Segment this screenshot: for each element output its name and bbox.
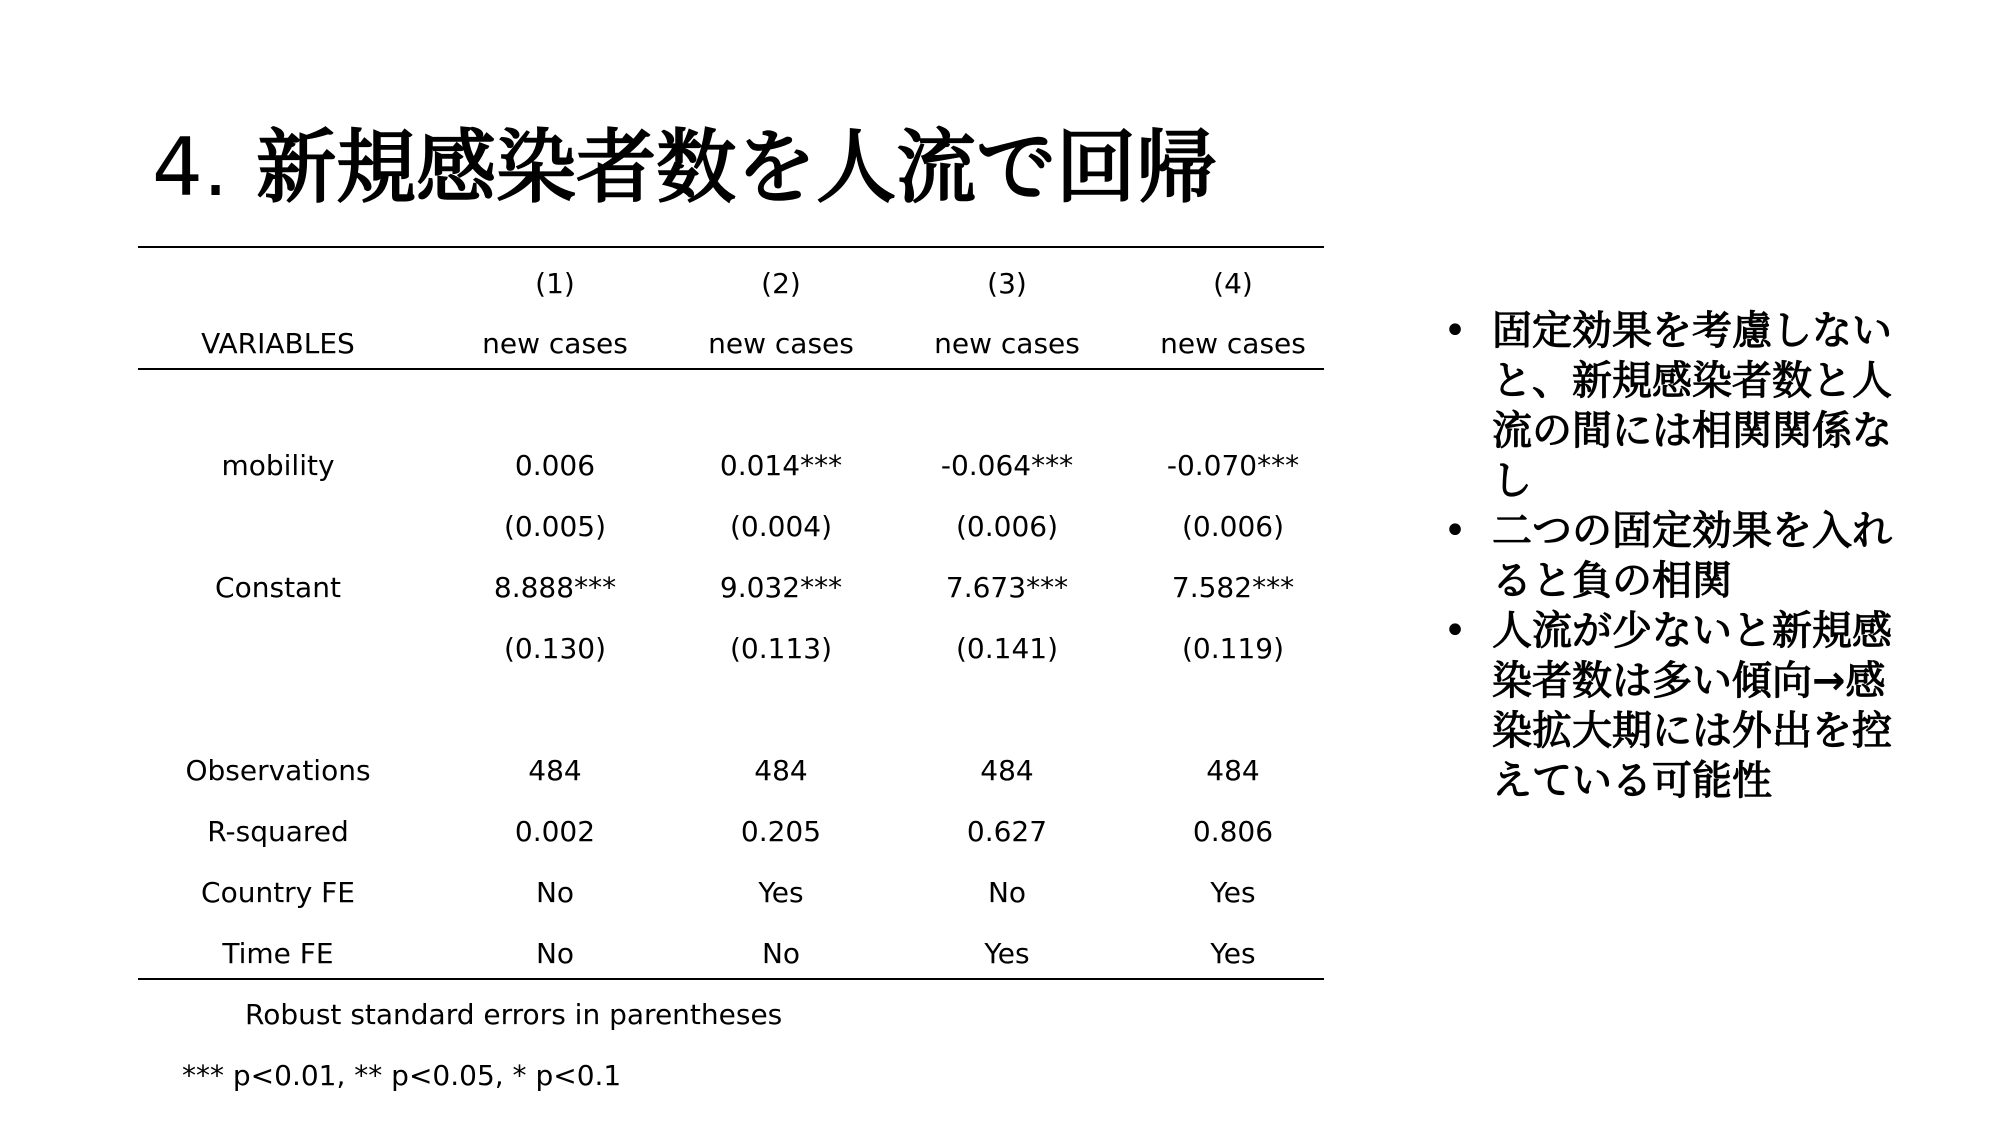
cell-constant-se-4: (0.119) bbox=[1181, 632, 1284, 665]
cell-constant-se-3: (0.141) bbox=[955, 632, 1058, 665]
dependent-variable-1: new cases bbox=[482, 327, 628, 360]
summary-bullet-text: 人流が少ないと新規感染者数は多い傾向→感染拡大期には外出を控えている可能性 bbox=[1492, 608, 1892, 804]
slide-title bbox=[152, 118, 1216, 218]
standard-errors-note: Robust standard errors in parentheses bbox=[245, 998, 783, 1031]
row-label-r-squared: R-squared bbox=[207, 815, 349, 848]
row-label-country-fe: Country FE bbox=[201, 876, 355, 909]
cell-country-fe-2: Yes bbox=[758, 876, 804, 909]
cell-mobility-se-1: (0.005) bbox=[503, 510, 606, 543]
cell-constant-1: 8.888*** bbox=[493, 571, 617, 604]
column-number-4: (4) bbox=[1213, 267, 1253, 300]
row-label-constant: Constant bbox=[215, 571, 341, 604]
cell-constant-se-1: (0.130) bbox=[503, 632, 606, 665]
cell-time-fe-4: Yes bbox=[1210, 937, 1256, 970]
cell-constant-4: 7.582*** bbox=[1171, 571, 1295, 604]
cell-observations-4: 484 bbox=[1206, 754, 1260, 787]
cell-r-squared-2: 0.205 bbox=[740, 815, 822, 848]
summary-bullet-item bbox=[1440, 606, 1900, 806]
cell-constant-se-2: (0.113) bbox=[729, 632, 832, 665]
bullet-dot-icon: • bbox=[1443, 608, 1467, 654]
variables-header: VARIABLES bbox=[201, 327, 355, 360]
cell-mobility-se-3: (0.006) bbox=[955, 510, 1058, 543]
cell-time-fe-3: Yes bbox=[984, 937, 1030, 970]
cell-mobility-se-2: (0.004) bbox=[729, 510, 832, 543]
cell-r-squared-1: 0.002 bbox=[514, 815, 596, 848]
cell-mobility-2: 0.014*** bbox=[719, 449, 843, 482]
column-number-2: (2) bbox=[761, 267, 801, 300]
table-header-rule bbox=[138, 368, 1324, 370]
cell-time-fe-2: No bbox=[761, 937, 801, 970]
cell-r-squared-4: 0.806 bbox=[1192, 815, 1274, 848]
significance-note: *** p<0.01, ** p<0.05, * p<0.1 bbox=[182, 1059, 622, 1092]
bullet-dot-icon: • bbox=[1443, 308, 1467, 354]
bullet-dot-icon: • bbox=[1443, 508, 1467, 554]
cell-observations-1: 484 bbox=[528, 754, 582, 787]
cell-mobility-3: -0.064*** bbox=[940, 449, 1074, 482]
summary-bullet-text: 二つの固定効果を入れると負の相関 bbox=[1492, 508, 1892, 604]
cell-observations-3: 484 bbox=[980, 754, 1034, 787]
summary-bullet-item bbox=[1440, 306, 1900, 506]
dependent-variable-4: new cases bbox=[1160, 327, 1306, 360]
slide-title-text: 新規感染者数を人流で回帰 bbox=[256, 121, 1217, 214]
cell-constant-3: 7.673*** bbox=[945, 571, 1069, 604]
column-number-1: (1) bbox=[535, 267, 575, 300]
cell-country-fe-1: No bbox=[535, 876, 575, 909]
cell-country-fe-4: Yes bbox=[1210, 876, 1256, 909]
summary-bullet-list bbox=[1440, 306, 1900, 806]
cell-observations-2: 484 bbox=[754, 754, 808, 787]
slide-title-number: 4. bbox=[152, 121, 229, 214]
table-top-rule bbox=[138, 246, 1324, 248]
dependent-variable-3: new cases bbox=[934, 327, 1080, 360]
row-label-time-fe: Time FE bbox=[222, 937, 334, 970]
row-label-observations: Observations bbox=[185, 754, 371, 787]
cell-constant-2: 9.032*** bbox=[719, 571, 843, 604]
cell-mobility-1: 0.006 bbox=[514, 449, 596, 482]
summary-bullet-item bbox=[1440, 506, 1900, 606]
row-label-mobility: mobility bbox=[221, 449, 335, 482]
cell-country-fe-3: No bbox=[987, 876, 1027, 909]
dependent-variable-2: new cases bbox=[708, 327, 854, 360]
cell-r-squared-3: 0.627 bbox=[966, 815, 1048, 848]
cell-time-fe-1: No bbox=[535, 937, 575, 970]
column-number-3: (3) bbox=[987, 267, 1027, 300]
table-bottom-rule bbox=[138, 978, 1324, 980]
summary-bullet-text: 固定効果を考慮しないと、新規感染者数と人流の間には相関関係なし bbox=[1492, 308, 1892, 504]
cell-mobility-4: -0.070*** bbox=[1166, 449, 1300, 482]
cell-mobility-se-4: (0.006) bbox=[1181, 510, 1284, 543]
